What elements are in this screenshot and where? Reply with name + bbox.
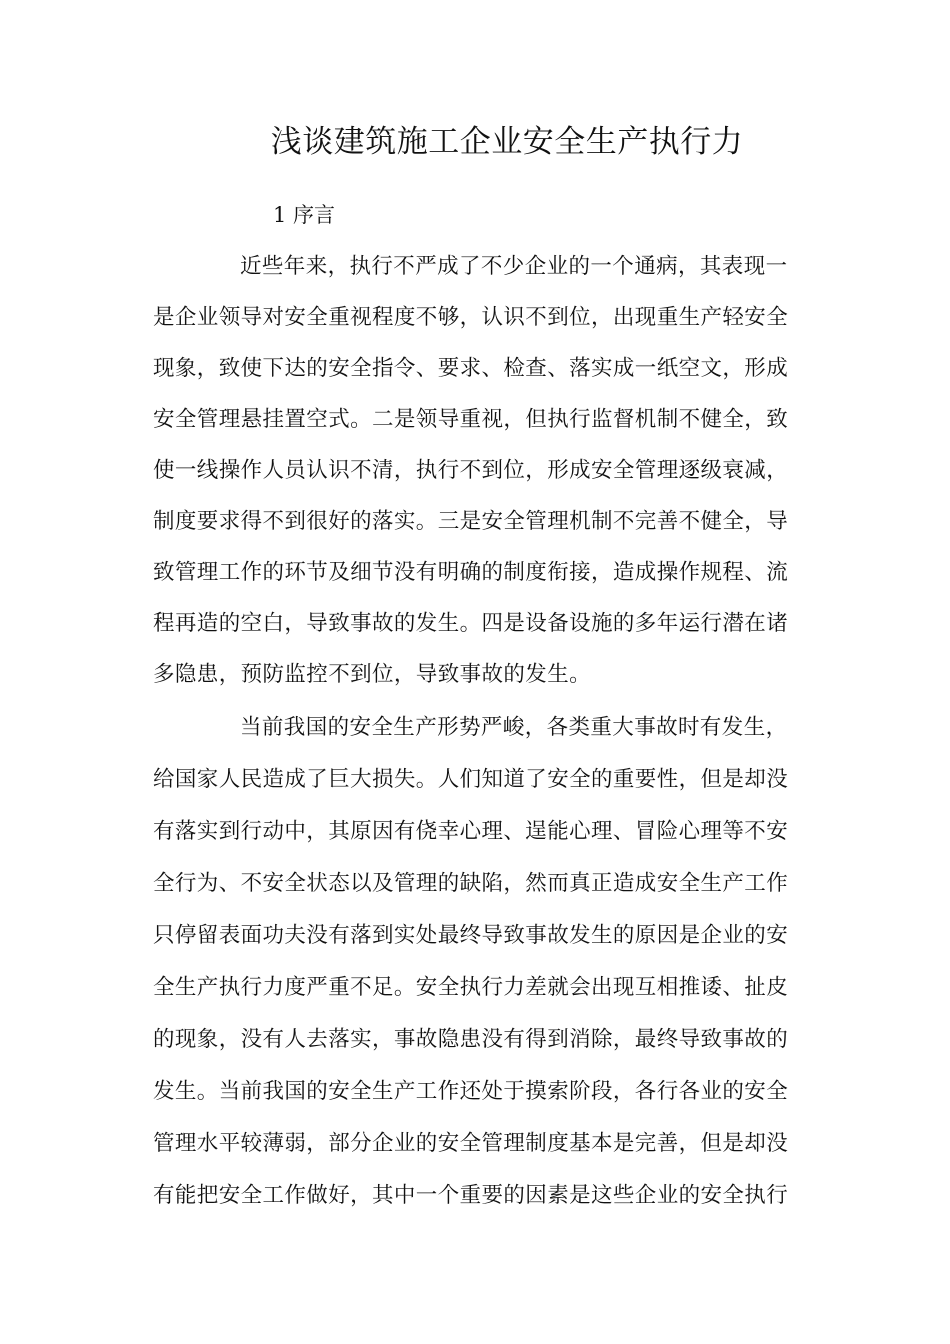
paragraph-line: 制度要求得不到很好的落实。三是安全管理机制不完善不健全，导: [153, 509, 789, 534]
paragraph-line: 使一线操作人员认识不清，执行不到位，形成安全管理逐级衰减，: [153, 458, 789, 483]
paragraph-line: 当前我国的安全生产形势严峻，各类重大事故时有发生，: [240, 715, 788, 740]
paragraph-line: 致管理工作的环节及细节没有明确的制度衔接，造成操作规程、流: [153, 560, 789, 585]
section-heading: 1 序言: [273, 203, 336, 227]
paragraph-line: 现象，致使下达的安全指令、要求、检查、落实成一纸空文，形成: [153, 356, 789, 381]
paragraph-line: 是企业领导对安全重视程度不够，认识不到位，出现重生产轻安全: [153, 305, 789, 330]
paragraph-line: 管理水平较薄弱，部分企业的安全管理制度基本是完善，但是却没: [153, 1131, 789, 1156]
paragraph-line: 安全管理悬挂置空式。二是领导重视，但执行监督机制不健全，致: [153, 407, 789, 432]
document-title: 浅谈建筑施工企业安全生产执行力: [270, 124, 744, 160]
paragraph-line: 发生。当前我国的安全生产工作还处于摸索阶段，各行各业的安全: [153, 1079, 789, 1104]
paragraph-line: 全生产执行力度严重不足。安全执行力差就会出现互相推诿、扯皮: [153, 975, 789, 1000]
paragraph-line: 只停留表面功夫没有落到实处最终导致事故发生的原因是企业的安: [153, 923, 789, 948]
paragraph-line: 近些年来，执行不严成了不少企业的一个通病，其表现一: [240, 254, 788, 279]
paragraph-line: 有能把安全工作做好，其中一个重要的因素是这些企业的安全执行: [153, 1183, 789, 1208]
paragraph-line: 的现象，没有人去落实，事故隐患没有得到消除，最终导致事故的: [153, 1027, 789, 1052]
paragraph-line: 程再造的空白，导致事故的发生。四是设备设施的多年运行潜在诸: [153, 611, 789, 636]
paragraph-line: 全行为、不安全状态以及管理的缺陷，然而真正造成安全生产工作: [153, 871, 789, 896]
paragraph-line: 多隐患，预防监控不到位，导致事故的发生。: [153, 662, 592, 687]
paragraph-line: 有落实到行动中，其原因有侥幸心理、逞能心理、冒险心理等不安: [153, 819, 789, 844]
paragraph-line: 给国家人民造成了巨大损失。人们知道了安全的重要性，但是却没: [153, 767, 789, 792]
